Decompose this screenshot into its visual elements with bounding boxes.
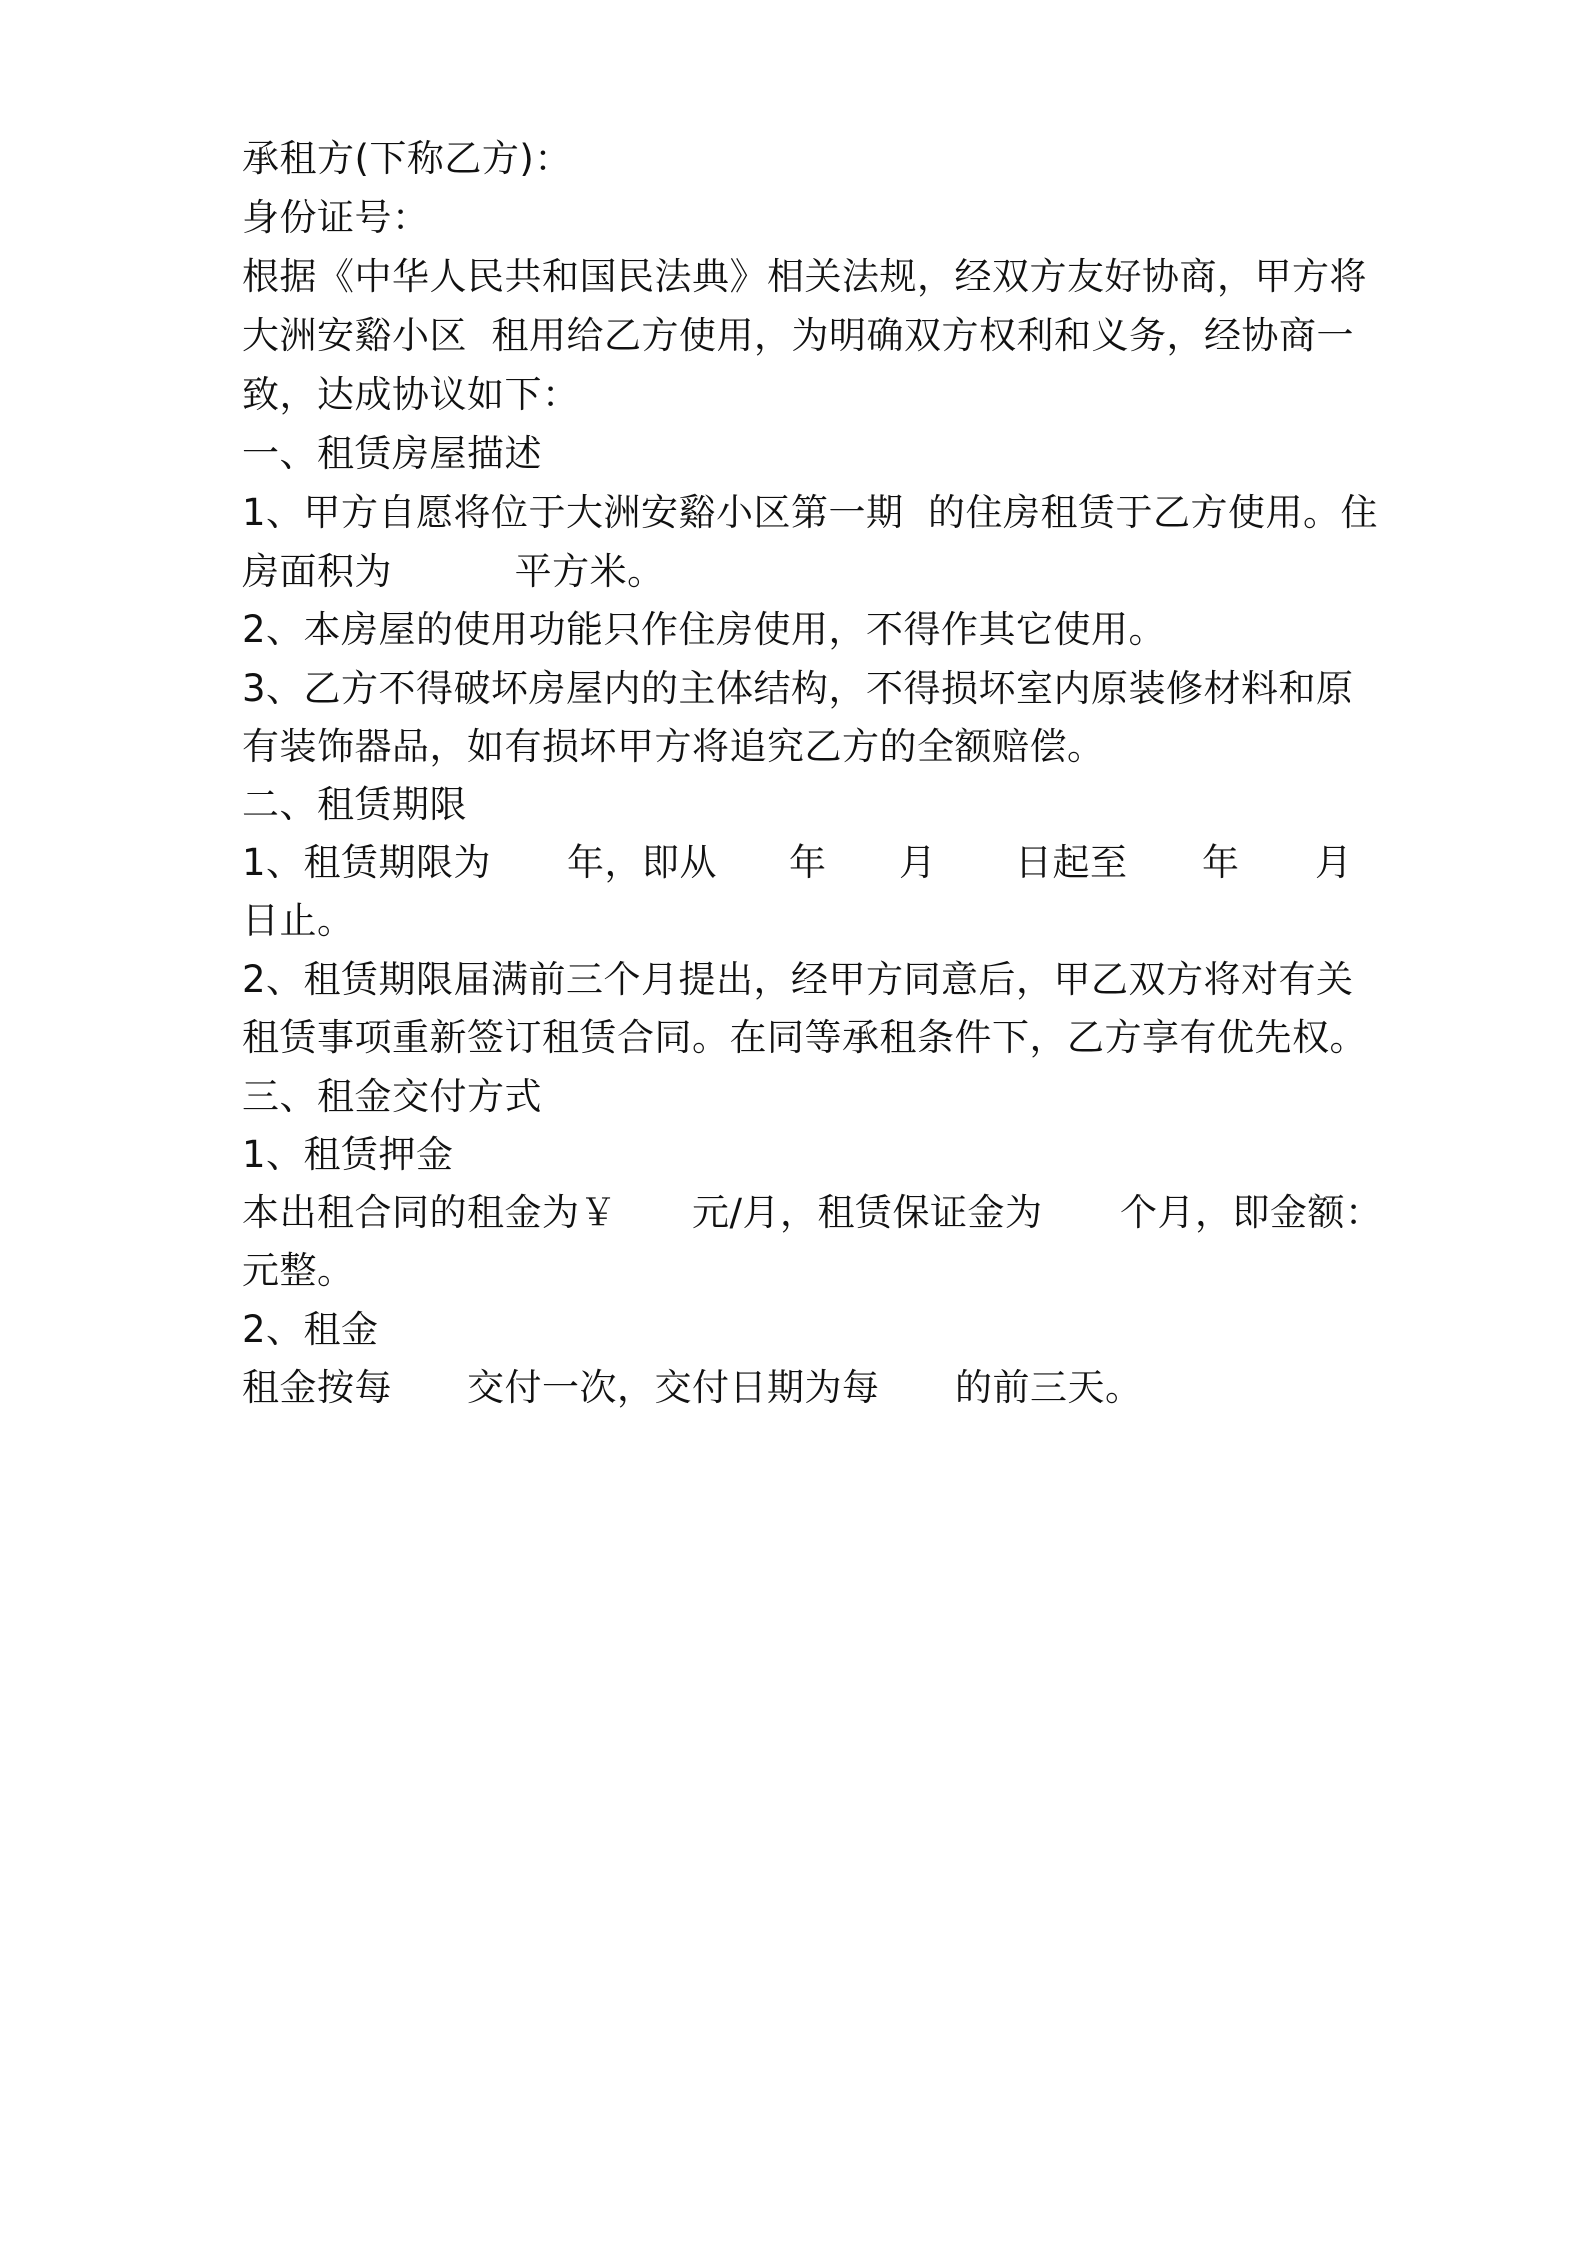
paragraph-line: 致，达成协议如下：	[242, 373, 580, 416]
term-start-day: 日起至	[1015, 841, 1128, 884]
term-start-month: 月	[899, 841, 937, 884]
term-line	[242, 838, 1353, 888]
sub-heading: 1、租赁押金	[242, 1133, 454, 1176]
term-end-year: 年	[1202, 841, 1240, 884]
deposit-amount-label: 个月，即金额：	[1120, 1191, 1383, 1234]
paragraph-line: 根据《中华人民共和国民法典》相关法规，经双方友好协商，甲方将	[242, 255, 1367, 298]
rent-period-label: 租金按每	[242, 1366, 392, 1409]
clause-line: 元整。	[242, 1249, 355, 1292]
rent-payment-line	[242, 1363, 1143, 1413]
section-heading: 一、租赁房屋描述	[242, 432, 542, 475]
sub-heading: 2、租金	[242, 1308, 379, 1351]
id-number-line: 身份证号：	[242, 196, 430, 239]
section-heading: 二、租赁期限	[242, 783, 467, 826]
clause-line: 2、租赁期限届满前三个月提出，经甲方同意后，甲乙双方将对有关	[242, 958, 1354, 1001]
deposit-label: 元/月，租赁保证金为	[692, 1191, 1043, 1234]
term-start-year: 年	[789, 841, 827, 884]
payment-date-label: 交付一次，交付日期为每	[467, 1366, 880, 1409]
clause-line: 房面积为 平方米。	[242, 550, 665, 593]
clause-line: 1、甲方自愿将位于大洲安谿小区第一期 的住房租赁于乙方使用。住	[242, 491, 1379, 534]
clause-line: 2、本房屋的使用功能只作住房使用，不得作其它使用。	[242, 608, 1167, 651]
clause-line: 日止。	[242, 899, 355, 942]
rent-amount-label: 本出租合同的租金为￥	[242, 1191, 617, 1234]
payment-deadline-label: 的前三天。	[955, 1366, 1143, 1409]
term-label: 1、租赁期限为	[242, 841, 492, 884]
section-heading: 三、租金交付方式	[242, 1075, 542, 1118]
term-years: 年，即从	[567, 841, 717, 884]
term-end-month: 月	[1315, 841, 1353, 884]
clause-line: 租赁事项重新签订租赁合同。在同等承租条件下，乙方享有优先权。	[242, 1016, 1367, 1059]
paragraph-line: 大洲安谿小区 租用给乙方使用，为明确双方权利和义务，经协商一	[242, 314, 1355, 357]
clause-line: 有装饰器品，如有损坏甲方将追究乙方的全额赔偿。	[242, 725, 1105, 768]
lessee-line: 承租方(下称乙方)：	[242, 137, 572, 180]
clause-line: 3、乙方不得破坏房屋内的主体结构，不得损坏室内原装修材料和原	[242, 667, 1354, 710]
deposit-line	[242, 1188, 1383, 1238]
